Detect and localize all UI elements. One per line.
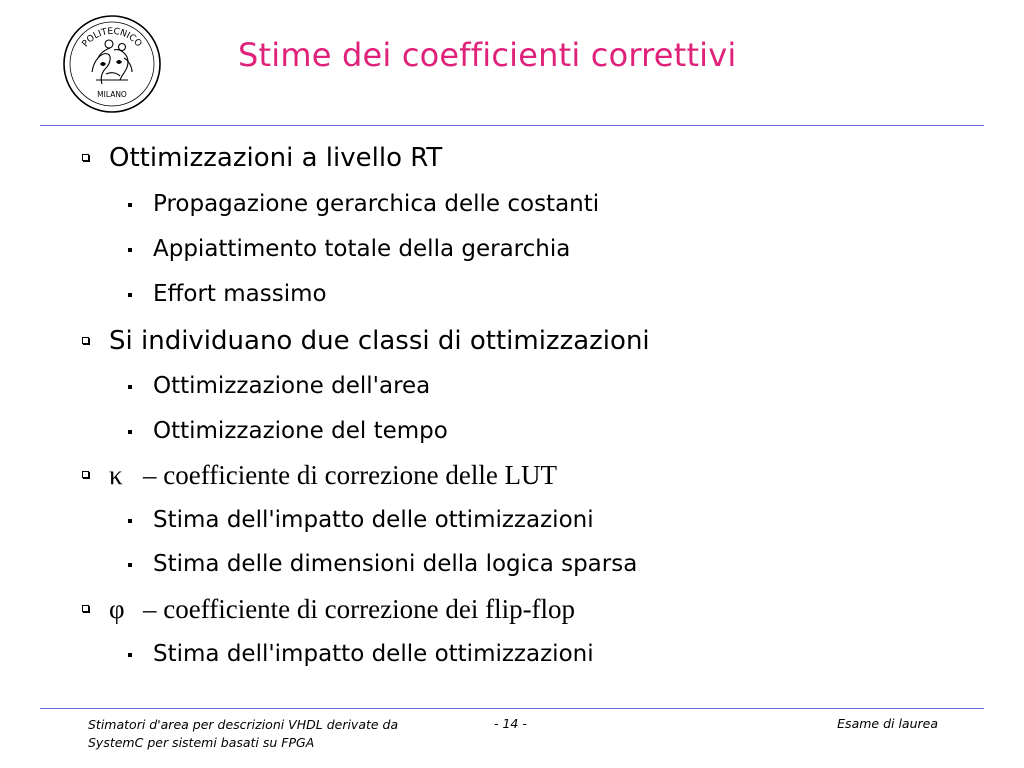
sub-bullet-text: Propagazione gerarchica delle costanti (153, 191, 600, 217)
sub-bullet-text: Ottimizzazione dell'area (153, 373, 431, 399)
small-square-bullet-icon (128, 430, 132, 434)
square-bullet-icon (82, 337, 89, 344)
square-bullet-icon (82, 471, 89, 478)
sub-bullet-text: Stima dell'impatto delle ottimizzazioni (153, 507, 594, 533)
footer-left-line2: SystemC per sistemi basati su FPGA (88, 735, 315, 750)
seal-top-text: POLITECNICO (80, 26, 144, 50)
sub-bullet-text: Ottimizzazione del tempo (153, 418, 448, 444)
small-square-bullet-icon (128, 248, 132, 252)
kappa-symbol: κ (109, 460, 123, 490)
page-number: - 14 - (494, 716, 527, 731)
phi-symbol: φ (109, 594, 125, 624)
square-bullet-icon (82, 154, 89, 161)
footer-left (88, 716, 398, 752)
bullet-text: – coefficiente di correzione delle LUT (143, 460, 558, 490)
slide-title: Stime dei coefficienti correttivi (238, 36, 737, 74)
small-square-bullet-icon (128, 385, 132, 389)
sub-bullet-text: Stima delle dimensioni della logica sparsa (153, 551, 638, 577)
sub-bullet-text: Stima dell'impatto delle ottimizzazioni (153, 641, 594, 667)
bullet-text: Ottimizzazioni a livello RT (109, 143, 443, 173)
bullet-text: – coefficiente di correzione dei flip-flop (143, 594, 576, 624)
seal-bottom-text: MILANO (97, 90, 127, 99)
square-bullet-icon (82, 605, 89, 612)
small-square-bullet-icon (128, 203, 132, 207)
footer-left-line1: Stimatori d'area per descrizioni VHDL derivate da (88, 717, 399, 732)
small-square-bullet-icon (128, 563, 132, 567)
footer-divider (40, 708, 984, 709)
small-square-bullet-icon (128, 293, 132, 297)
sub-bullet-text: Appiattimento totale della gerarchia (153, 236, 571, 262)
sub-bullet-text: Effort massimo (153, 281, 327, 307)
small-square-bullet-icon (128, 653, 132, 657)
footer-right: Esame di laurea (837, 716, 938, 731)
small-square-bullet-icon (128, 519, 132, 523)
bullet-text: Si individuano due classi di ottimizzazioni (109, 326, 650, 356)
